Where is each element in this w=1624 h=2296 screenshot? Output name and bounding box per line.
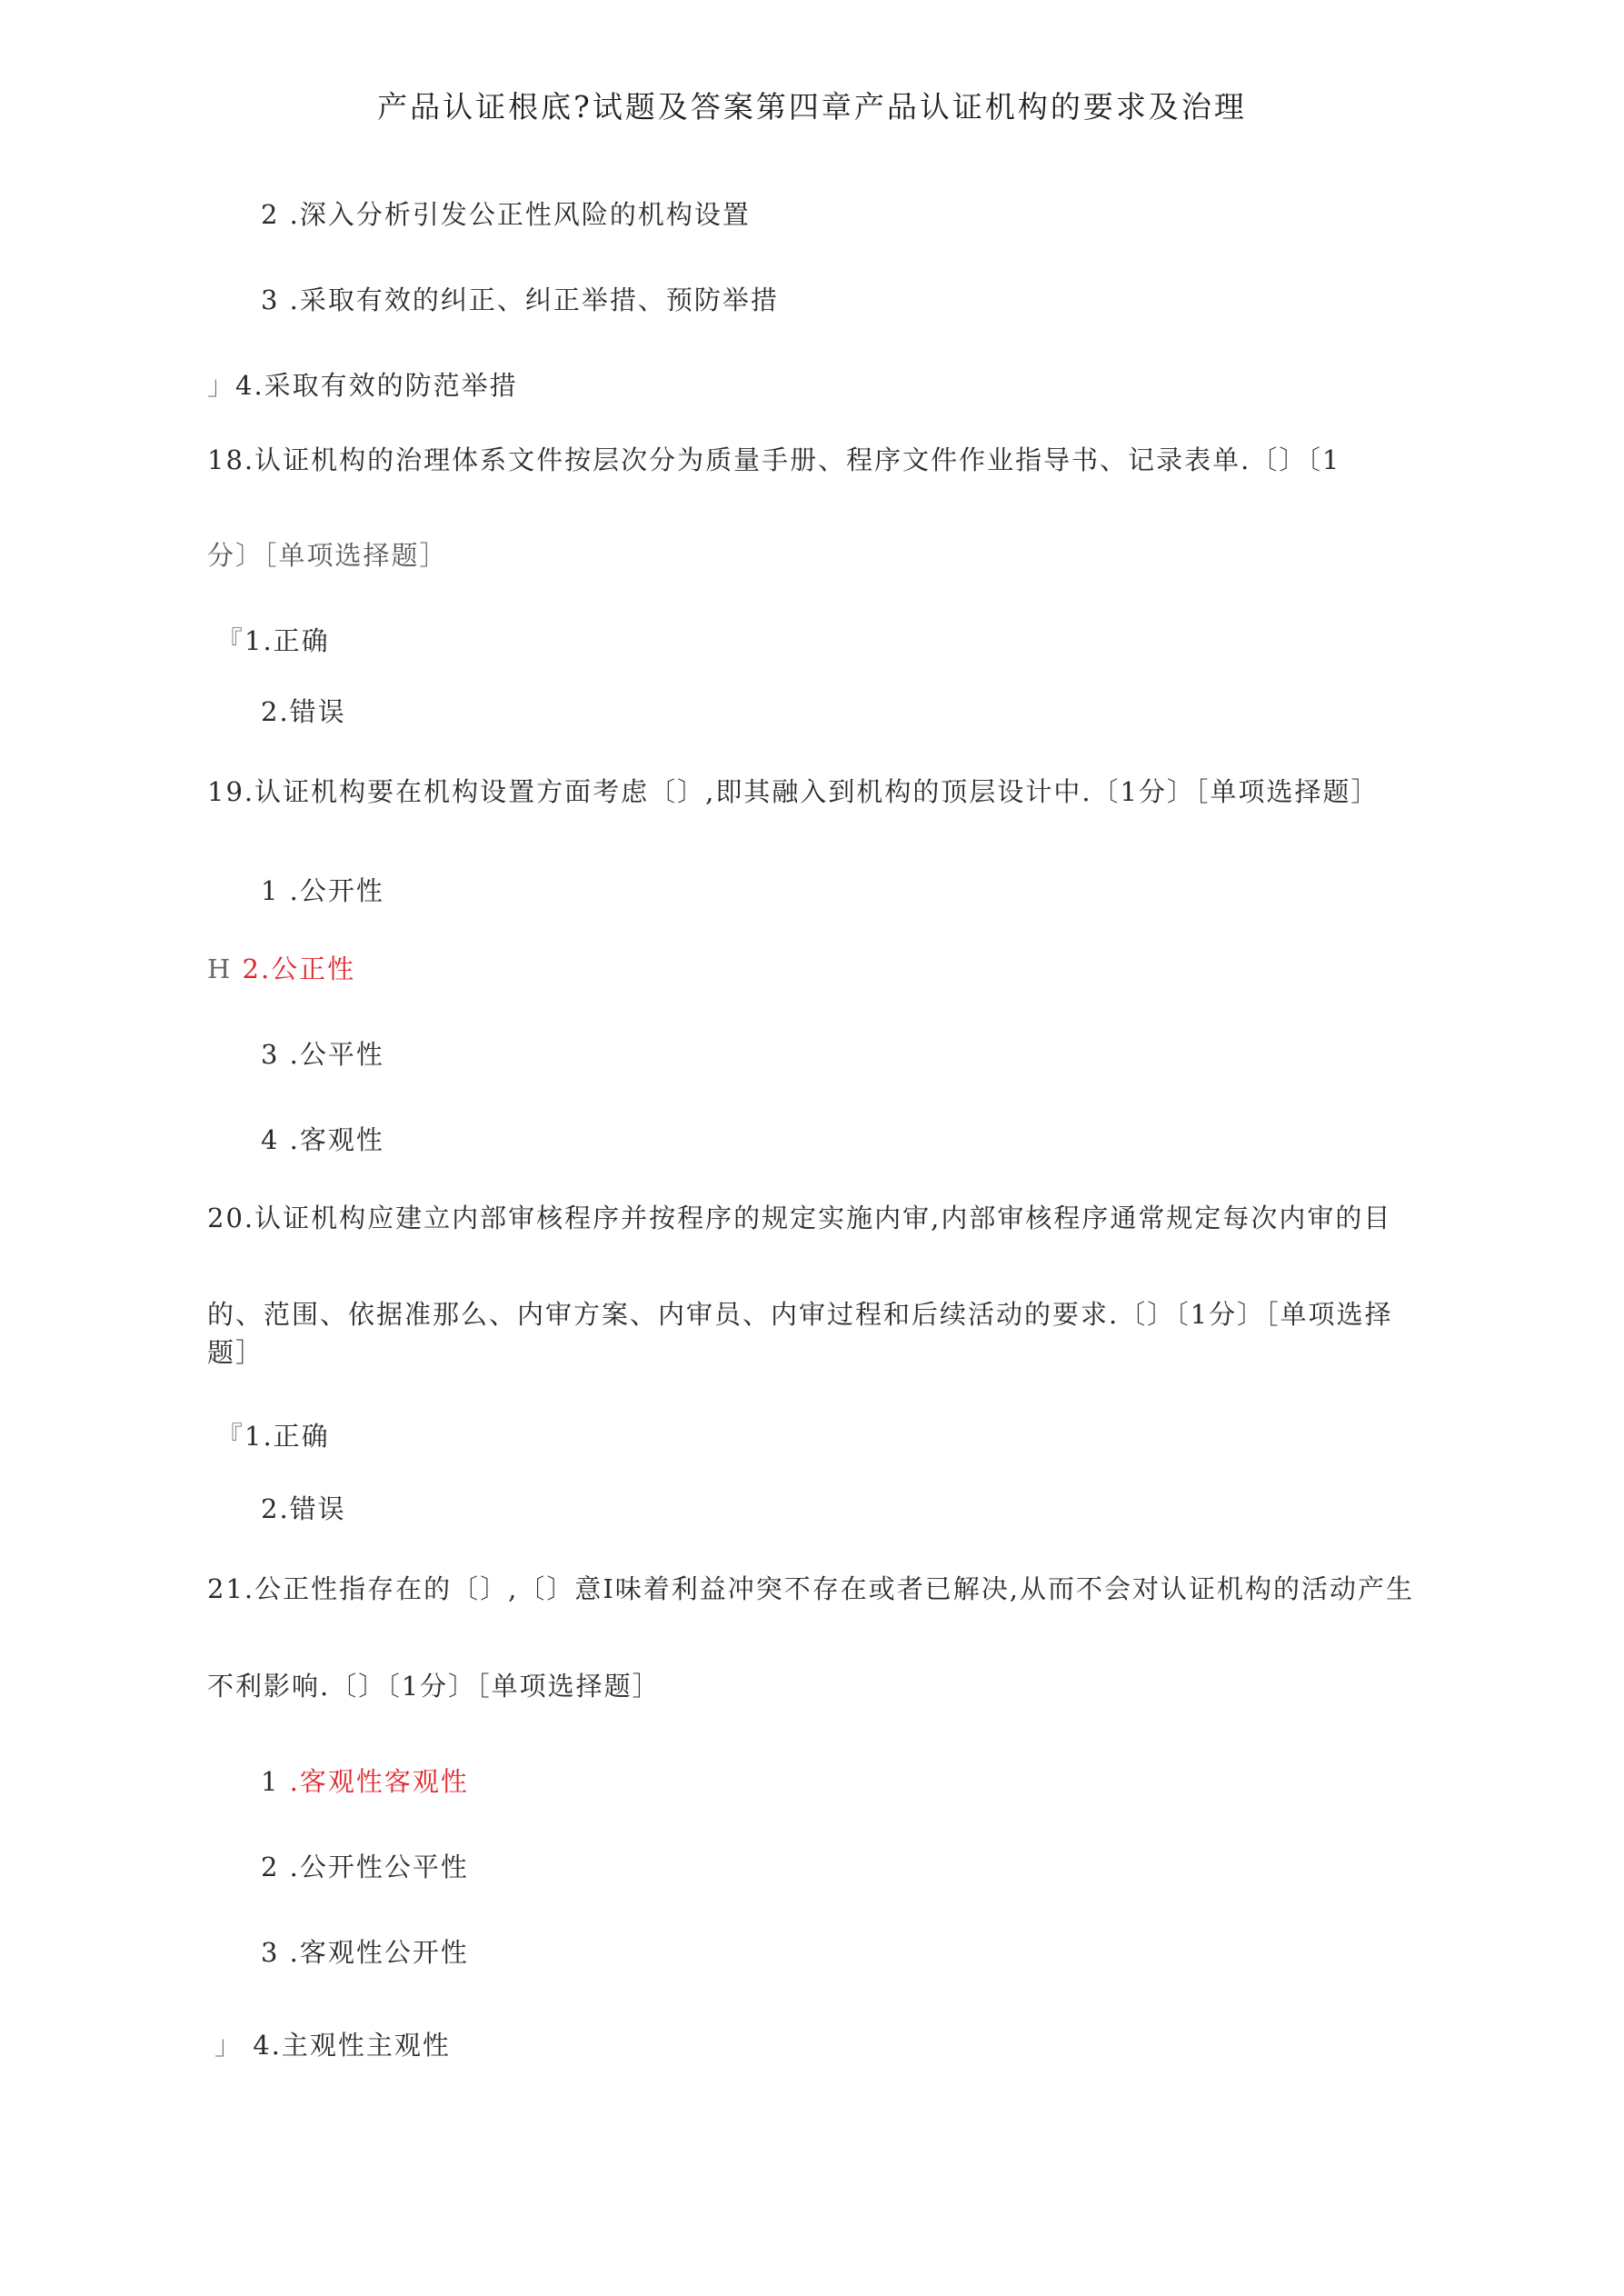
q21-option-4 [214, 2029, 451, 2061]
q21-question-line-2: 不利影响.〔〕〔1分〕［单项选择题］ [207, 1671, 661, 1702]
q18-option-2: 2.错误 [261, 696, 346, 727]
selection-mark: 『 [216, 625, 245, 656]
q21-option-1-answer: .客观性客观性 [289, 1766, 469, 1797]
q18-option-1 [216, 624, 330, 657]
q19-option-4: 4 .客观性 [261, 1124, 384, 1155]
q19-option-2 [207, 953, 355, 985]
selection-mark: 『 [216, 1421, 245, 1452]
q21-option-4-label: 4.主观性主观性 [253, 2030, 451, 2061]
q18-question-line-2: 分〕［单项选择题］ [207, 540, 448, 571]
q20-option-1-label: 1.正确 [244, 1421, 330, 1452]
q17-option-4-label: 4.采取有效的防范举措 [235, 370, 518, 401]
selection-mark: H [207, 953, 233, 984]
q20-question-line-2: 的、范围、依据准那么、内审方案、内审员、内审过程和后续活动的要求.〔〕〔1分〕［单项选择 [207, 1299, 1393, 1330]
selection-mark: 」 [207, 370, 236, 401]
q17-option-4 [207, 369, 518, 402]
q19-question-line-1: 19.认证机构要在机构设置方面考虑〔〕,即其融入到机构的顶层设计中.〔1分〕［单项选择题］ [207, 776, 1380, 807]
q20-option-2: 2.错误 [261, 1493, 346, 1524]
q21-question-line-1: 21.公正性指存在的〔〕,〔〕意I味着利益冲突不存在或者已解决,从而不会对认证机构的活动产生 [207, 1573, 1415, 1604]
q20-option-1 [216, 1420, 330, 1452]
q21-option-1 [261, 1765, 469, 1798]
q18-question-line-1: 18.认证机构的治理体系文件按层次分为质量手册、程序文件作业指导书、记录表单.〔〕〔1 [207, 444, 1341, 475]
page-title: 产品认证根底?试题及答案第四章产品认证机构的要求及治理 [377, 89, 1247, 125]
q19-option-1: 1 .公开性 [261, 875, 384, 906]
q17-option-2: 2 .深入分析引发公正性风险的机构设置 [261, 199, 751, 230]
q17-option-3: 3 .采取有效的纠正、纠正举措、预防举措 [261, 285, 779, 315]
q18-option-1-label: 1.正确 [244, 625, 330, 656]
q20-question-line-1: 20.认证机构应建立内部审核程序并按程序的规定实施内审,内部审核程序通常规定每次内审的目 [207, 1203, 1392, 1233]
selection-mark: 」 [214, 2030, 244, 2061]
q21-option-2: 2 .公开性公平性 [261, 1852, 469, 1882]
q19-option-3: 3 .公平性 [261, 1039, 384, 1070]
q21-option-3: 3 .客观性公开性 [261, 1937, 469, 1968]
q21-option-1-number: 1 [261, 1766, 280, 1797]
q19-option-2-answer: 2.公正性 [242, 953, 356, 984]
q20-question-line-3: 题］ [207, 1337, 264, 1368]
